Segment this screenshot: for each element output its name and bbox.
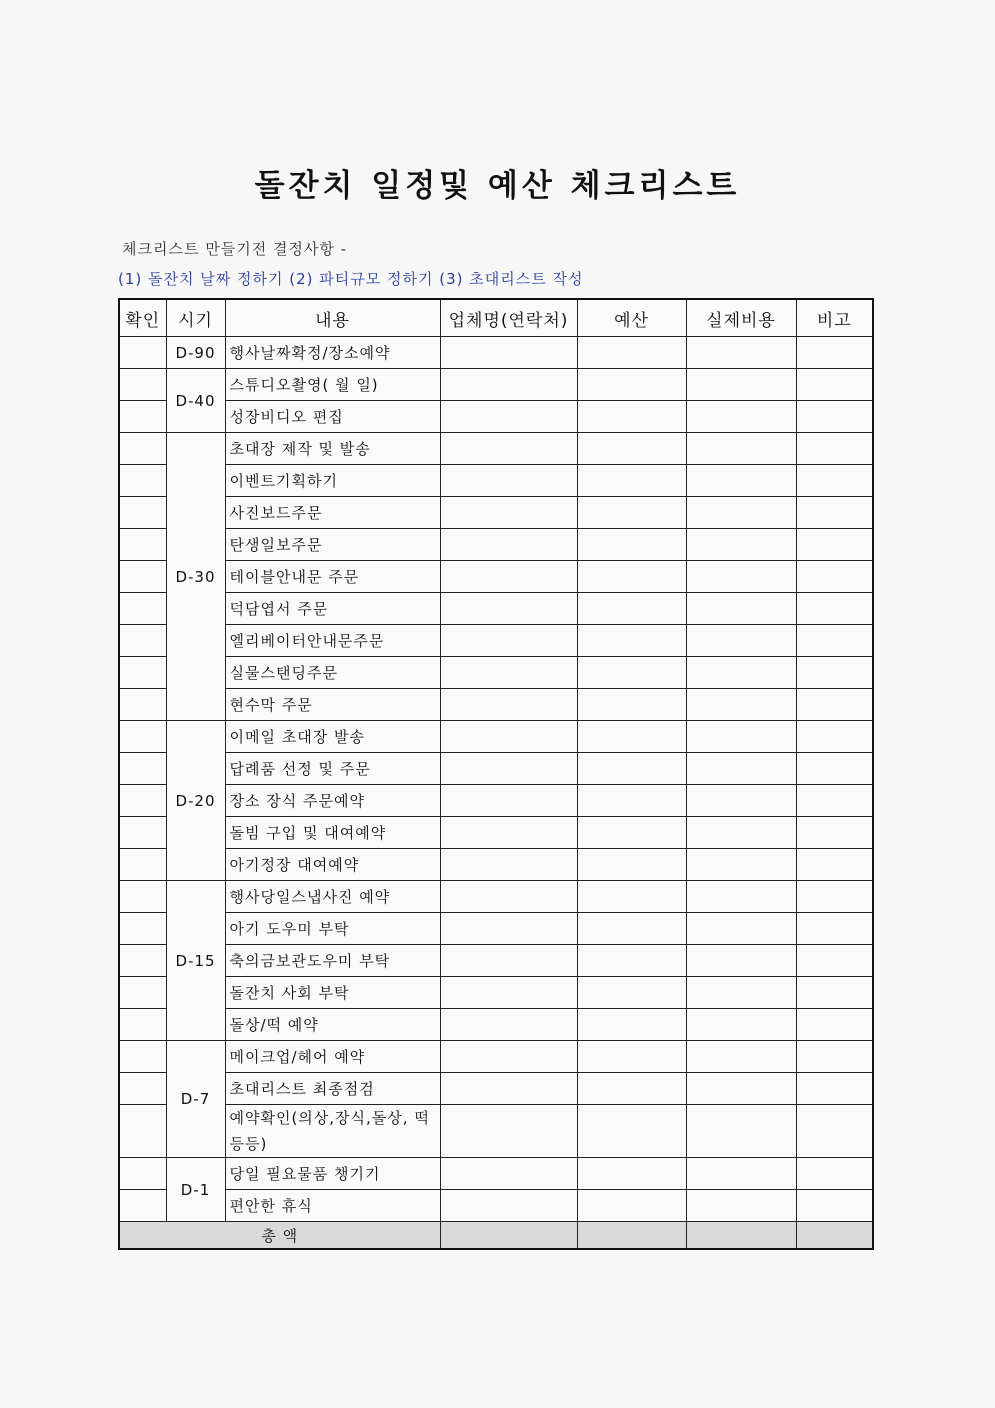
header-actual-cost: 실제비용 xyxy=(686,299,796,337)
check-cell[interactable] xyxy=(119,977,166,1009)
table-row xyxy=(119,689,873,721)
item-cell: 장소 장식 주문예약 xyxy=(225,785,440,817)
vendor-cell[interactable] xyxy=(440,497,577,529)
table-row xyxy=(119,977,873,1009)
check-cell[interactable] xyxy=(119,1158,166,1190)
vendor-cell[interactable] xyxy=(440,1041,577,1073)
check-cell[interactable] xyxy=(119,593,166,625)
item-cell: 아기정장 대여예약 xyxy=(225,849,440,881)
actual-cost-cell[interactable] xyxy=(686,881,796,913)
check-cell[interactable] xyxy=(119,721,166,753)
item-cell: 아기 도우미 부탁 xyxy=(225,913,440,945)
vendor-cell[interactable] xyxy=(440,561,577,593)
note-cell[interactable] xyxy=(796,657,873,689)
check-cell[interactable] xyxy=(119,1009,166,1041)
note-cell[interactable] xyxy=(796,881,873,913)
item-cell: 실물스탠딩주문 xyxy=(225,657,440,689)
note-cell[interactable] xyxy=(796,1009,873,1041)
budget-cell[interactable] xyxy=(577,369,686,401)
item-cell: 초대리스트 최종점검 xyxy=(225,1073,440,1105)
item-cell: 돌상/떡 예약 xyxy=(225,1009,440,1041)
header-check: 확인 xyxy=(119,299,166,337)
budget-cell[interactable] xyxy=(577,337,686,369)
header-note: 비고 xyxy=(796,299,873,337)
vendor-cell[interactable] xyxy=(440,529,577,561)
check-cell[interactable] xyxy=(119,1105,166,1158)
budget-cell[interactable] xyxy=(577,1158,686,1190)
note-cell[interactable] xyxy=(796,337,873,369)
item-cell: 성장비디오 편집 xyxy=(225,401,440,433)
check-cell[interactable] xyxy=(119,1073,166,1105)
vendor-cell[interactable] xyxy=(440,785,577,817)
actual-cost-cell[interactable] xyxy=(686,433,796,465)
table-row xyxy=(119,1190,873,1222)
check-cell[interactable] xyxy=(119,753,166,785)
checklist-table xyxy=(118,298,874,1250)
budget-cell[interactable] xyxy=(577,561,686,593)
budget-cell[interactable] xyxy=(577,401,686,433)
vendor-cell[interactable] xyxy=(440,1073,577,1105)
budget-cell[interactable] xyxy=(577,785,686,817)
period-cell: D-90 xyxy=(166,337,225,369)
note-cell[interactable] xyxy=(796,561,873,593)
item-cell: 축의금보관도우미 부탁 xyxy=(225,945,440,977)
check-cell[interactable] xyxy=(119,817,166,849)
item-cell: 예약확인(의상,장식,돌상, 떡 등등) xyxy=(225,1105,440,1158)
item-cell: 테이블안내문 주문 xyxy=(225,561,440,593)
actual-cost-cell[interactable] xyxy=(686,785,796,817)
table-row xyxy=(119,433,873,465)
item-cell: 사진보드주문 xyxy=(225,497,440,529)
note-cell[interactable] xyxy=(796,977,873,1009)
vendor-cell[interactable] xyxy=(440,369,577,401)
note-cell[interactable] xyxy=(796,529,873,561)
table-row xyxy=(119,657,873,689)
table-row xyxy=(119,465,873,497)
actual-cost-cell[interactable] xyxy=(686,817,796,849)
actual-cost-cell[interactable] xyxy=(686,1073,796,1105)
check-cell[interactable] xyxy=(119,881,166,913)
table-row xyxy=(119,1158,873,1190)
actual-cost-cell[interactable] xyxy=(686,1009,796,1041)
budget-cell[interactable] xyxy=(577,753,686,785)
actual-cost-cell[interactable] xyxy=(686,401,796,433)
vendor-cell[interactable] xyxy=(440,593,577,625)
vendor-cell[interactable] xyxy=(440,465,577,497)
note-cell[interactable] xyxy=(796,1105,873,1158)
item-cell: 엘리베이터안내문주문 xyxy=(225,625,440,657)
header-vendor: 업체명(연락처) xyxy=(440,299,577,337)
note-cell[interactable] xyxy=(796,817,873,849)
actual-cost-cell[interactable] xyxy=(686,913,796,945)
actual-cost-cell[interactable] xyxy=(686,849,796,881)
budget-cell[interactable] xyxy=(577,529,686,561)
note-cell[interactable] xyxy=(796,369,873,401)
actual-cost-cell[interactable] xyxy=(686,625,796,657)
budget-cell[interactable] xyxy=(577,849,686,881)
item-cell: 당일 필요물품 챙기기 xyxy=(225,1158,440,1190)
table-row xyxy=(119,1009,873,1041)
budget-cell[interactable] xyxy=(577,977,686,1009)
total-vendor-cell xyxy=(440,1222,577,1250)
item-cell: 초대장 제작 및 발송 xyxy=(225,433,440,465)
check-cell[interactable] xyxy=(119,465,166,497)
note-cell[interactable] xyxy=(796,1158,873,1190)
budget-cell[interactable] xyxy=(577,433,686,465)
check-cell[interactable] xyxy=(119,337,166,369)
note-cell[interactable] xyxy=(796,721,873,753)
note-cell[interactable] xyxy=(796,945,873,977)
table-row xyxy=(119,817,873,849)
check-cell[interactable] xyxy=(119,1041,166,1073)
total-actual-cost-cell[interactable] xyxy=(686,1222,796,1250)
actual-cost-cell[interactable] xyxy=(686,529,796,561)
table-row xyxy=(119,1073,873,1105)
item-cell: 돌빔 구입 및 대여예약 xyxy=(225,817,440,849)
vendor-cell[interactable] xyxy=(440,337,577,369)
budget-cell[interactable] xyxy=(577,913,686,945)
item-cell: 스튜디오촬영( 월 일) xyxy=(225,369,440,401)
note-cell[interactable] xyxy=(796,401,873,433)
vendor-cell[interactable] xyxy=(440,1105,577,1158)
table-row xyxy=(119,785,873,817)
vendor-cell[interactable] xyxy=(440,401,577,433)
budget-cell[interactable] xyxy=(577,593,686,625)
check-cell[interactable] xyxy=(119,945,166,977)
table-row xyxy=(119,401,873,433)
budget-cell[interactable] xyxy=(577,817,686,849)
budget-cell[interactable] xyxy=(577,1041,686,1073)
table-row xyxy=(119,913,873,945)
check-cell[interactable] xyxy=(119,625,166,657)
table-row xyxy=(119,529,873,561)
budget-cell[interactable] xyxy=(577,465,686,497)
note-cell[interactable] xyxy=(796,1190,873,1222)
budget-cell[interactable] xyxy=(577,657,686,689)
budget-cell[interactable] xyxy=(577,1073,686,1105)
table-row xyxy=(119,337,873,369)
check-cell[interactable] xyxy=(119,369,166,401)
vendor-cell[interactable] xyxy=(440,625,577,657)
table-row xyxy=(119,721,873,753)
check-cell[interactable] xyxy=(119,913,166,945)
note-cell[interactable] xyxy=(796,1073,873,1105)
period-cell: D-30 xyxy=(166,433,225,721)
actual-cost-cell[interactable] xyxy=(686,337,796,369)
period-cell: D-7 xyxy=(166,1041,225,1158)
period-cell: D-15 xyxy=(166,881,225,1041)
table-row xyxy=(119,497,873,529)
table-row xyxy=(119,1105,873,1158)
check-cell[interactable] xyxy=(119,497,166,529)
vendor-cell[interactable] xyxy=(440,913,577,945)
decision-note-items: (1) 돌잔치 날짜 정하기 (2) 파티규모 정하기 (3) 초대리스트 작성 xyxy=(118,270,584,288)
budget-cell[interactable] xyxy=(577,945,686,977)
item-cell: 행사당일스냅사진 예약 xyxy=(225,881,440,913)
check-cell[interactable] xyxy=(119,657,166,689)
budget-cell[interactable] xyxy=(577,497,686,529)
actual-cost-cell[interactable] xyxy=(686,1190,796,1222)
table-row xyxy=(119,369,873,401)
budget-cell[interactable] xyxy=(577,1105,686,1158)
header-period: 시기 xyxy=(166,299,225,337)
header-budget: 예산 xyxy=(577,299,686,337)
total-row xyxy=(119,1222,873,1250)
check-cell[interactable] xyxy=(119,849,166,881)
actual-cost-cell[interactable] xyxy=(686,497,796,529)
check-cell[interactable] xyxy=(119,529,166,561)
vendor-cell[interactable] xyxy=(440,945,577,977)
budget-cell[interactable] xyxy=(577,721,686,753)
actual-cost-cell[interactable] xyxy=(686,753,796,785)
item-cell: 현수막 주문 xyxy=(225,689,440,721)
total-note-cell[interactable] xyxy=(796,1222,873,1250)
vendor-cell[interactable] xyxy=(440,753,577,785)
check-cell[interactable] xyxy=(119,561,166,593)
vendor-cell[interactable] xyxy=(440,657,577,689)
note-cell[interactable] xyxy=(796,1041,873,1073)
decision-note-heading: 체크리스트 만들기전 결정사항 - xyxy=(122,240,348,258)
vendor-cell[interactable] xyxy=(440,1009,577,1041)
budget-cell[interactable] xyxy=(577,881,686,913)
vendor-cell[interactable] xyxy=(440,849,577,881)
note-cell[interactable] xyxy=(796,433,873,465)
vendor-cell[interactable] xyxy=(440,977,577,1009)
table-row xyxy=(119,945,873,977)
table-row xyxy=(119,625,873,657)
item-cell: 행사날짜확정/장소예약 xyxy=(225,337,440,369)
table-row xyxy=(119,753,873,785)
vendor-cell[interactable] xyxy=(440,881,577,913)
vendor-cell[interactable] xyxy=(440,433,577,465)
vendor-cell[interactable] xyxy=(440,817,577,849)
table-row xyxy=(119,1041,873,1073)
note-cell[interactable] xyxy=(796,753,873,785)
table-row xyxy=(119,593,873,625)
table-row xyxy=(119,561,873,593)
item-cell: 돌잔치 사회 부탁 xyxy=(225,977,440,1009)
budget-cell[interactable] xyxy=(577,1190,686,1222)
check-cell[interactable] xyxy=(119,401,166,433)
period-cell: D-1 xyxy=(166,1158,225,1222)
note-cell[interactable] xyxy=(796,465,873,497)
item-cell: 덕담엽서 주문 xyxy=(225,593,440,625)
table-row xyxy=(119,849,873,881)
item-cell: 이벤트기획하기 xyxy=(225,465,440,497)
total-budget-cell[interactable] xyxy=(577,1222,686,1250)
actual-cost-cell[interactable] xyxy=(686,1105,796,1158)
table-row xyxy=(119,881,873,913)
header-content: 내용 xyxy=(225,299,440,337)
check-cell[interactable] xyxy=(119,785,166,817)
note-cell[interactable] xyxy=(796,625,873,657)
period-cell: D-40 xyxy=(166,369,225,433)
item-cell: 편안한 휴식 xyxy=(225,1190,440,1222)
item-cell: 답례품 선정 및 주문 xyxy=(225,753,440,785)
page-title: 돌잔치 일정및 예산 체크리스트 xyxy=(254,168,741,204)
vendor-cell[interactable] xyxy=(440,1158,577,1190)
vendor-cell[interactable] xyxy=(440,1190,577,1222)
note-cell[interactable] xyxy=(796,497,873,529)
actual-cost-cell[interactable] xyxy=(686,657,796,689)
actual-cost-cell[interactable] xyxy=(686,945,796,977)
budget-cell[interactable] xyxy=(577,1009,686,1041)
item-cell: 이메일 초대장 발송 xyxy=(225,721,440,753)
header-row xyxy=(119,299,873,337)
note-cell[interactable] xyxy=(796,689,873,721)
actual-cost-cell[interactable] xyxy=(686,593,796,625)
note-cell[interactable] xyxy=(796,913,873,945)
check-cell[interactable] xyxy=(119,433,166,465)
actual-cost-cell[interactable] xyxy=(686,977,796,1009)
actual-cost-cell[interactable] xyxy=(686,369,796,401)
actual-cost-cell[interactable] xyxy=(686,689,796,721)
check-cell[interactable] xyxy=(119,1190,166,1222)
actual-cost-cell[interactable] xyxy=(686,1158,796,1190)
period-cell: D-20 xyxy=(166,721,225,881)
budget-cell[interactable] xyxy=(577,625,686,657)
note-cell[interactable] xyxy=(796,785,873,817)
vendor-cell[interactable] xyxy=(440,689,577,721)
actual-cost-cell[interactable] xyxy=(686,465,796,497)
actual-cost-cell[interactable] xyxy=(686,1041,796,1073)
vendor-cell[interactable] xyxy=(440,721,577,753)
actual-cost-cell[interactable] xyxy=(686,561,796,593)
note-cell[interactable] xyxy=(796,593,873,625)
check-cell[interactable] xyxy=(119,689,166,721)
actual-cost-cell[interactable] xyxy=(686,721,796,753)
note-cell[interactable] xyxy=(796,849,873,881)
item-cell: 메이크업/헤어 예약 xyxy=(225,1041,440,1073)
item-cell: 탄생일보주문 xyxy=(225,529,440,561)
budget-cell[interactable] xyxy=(577,689,686,721)
total-label: 총 액 xyxy=(119,1222,440,1250)
